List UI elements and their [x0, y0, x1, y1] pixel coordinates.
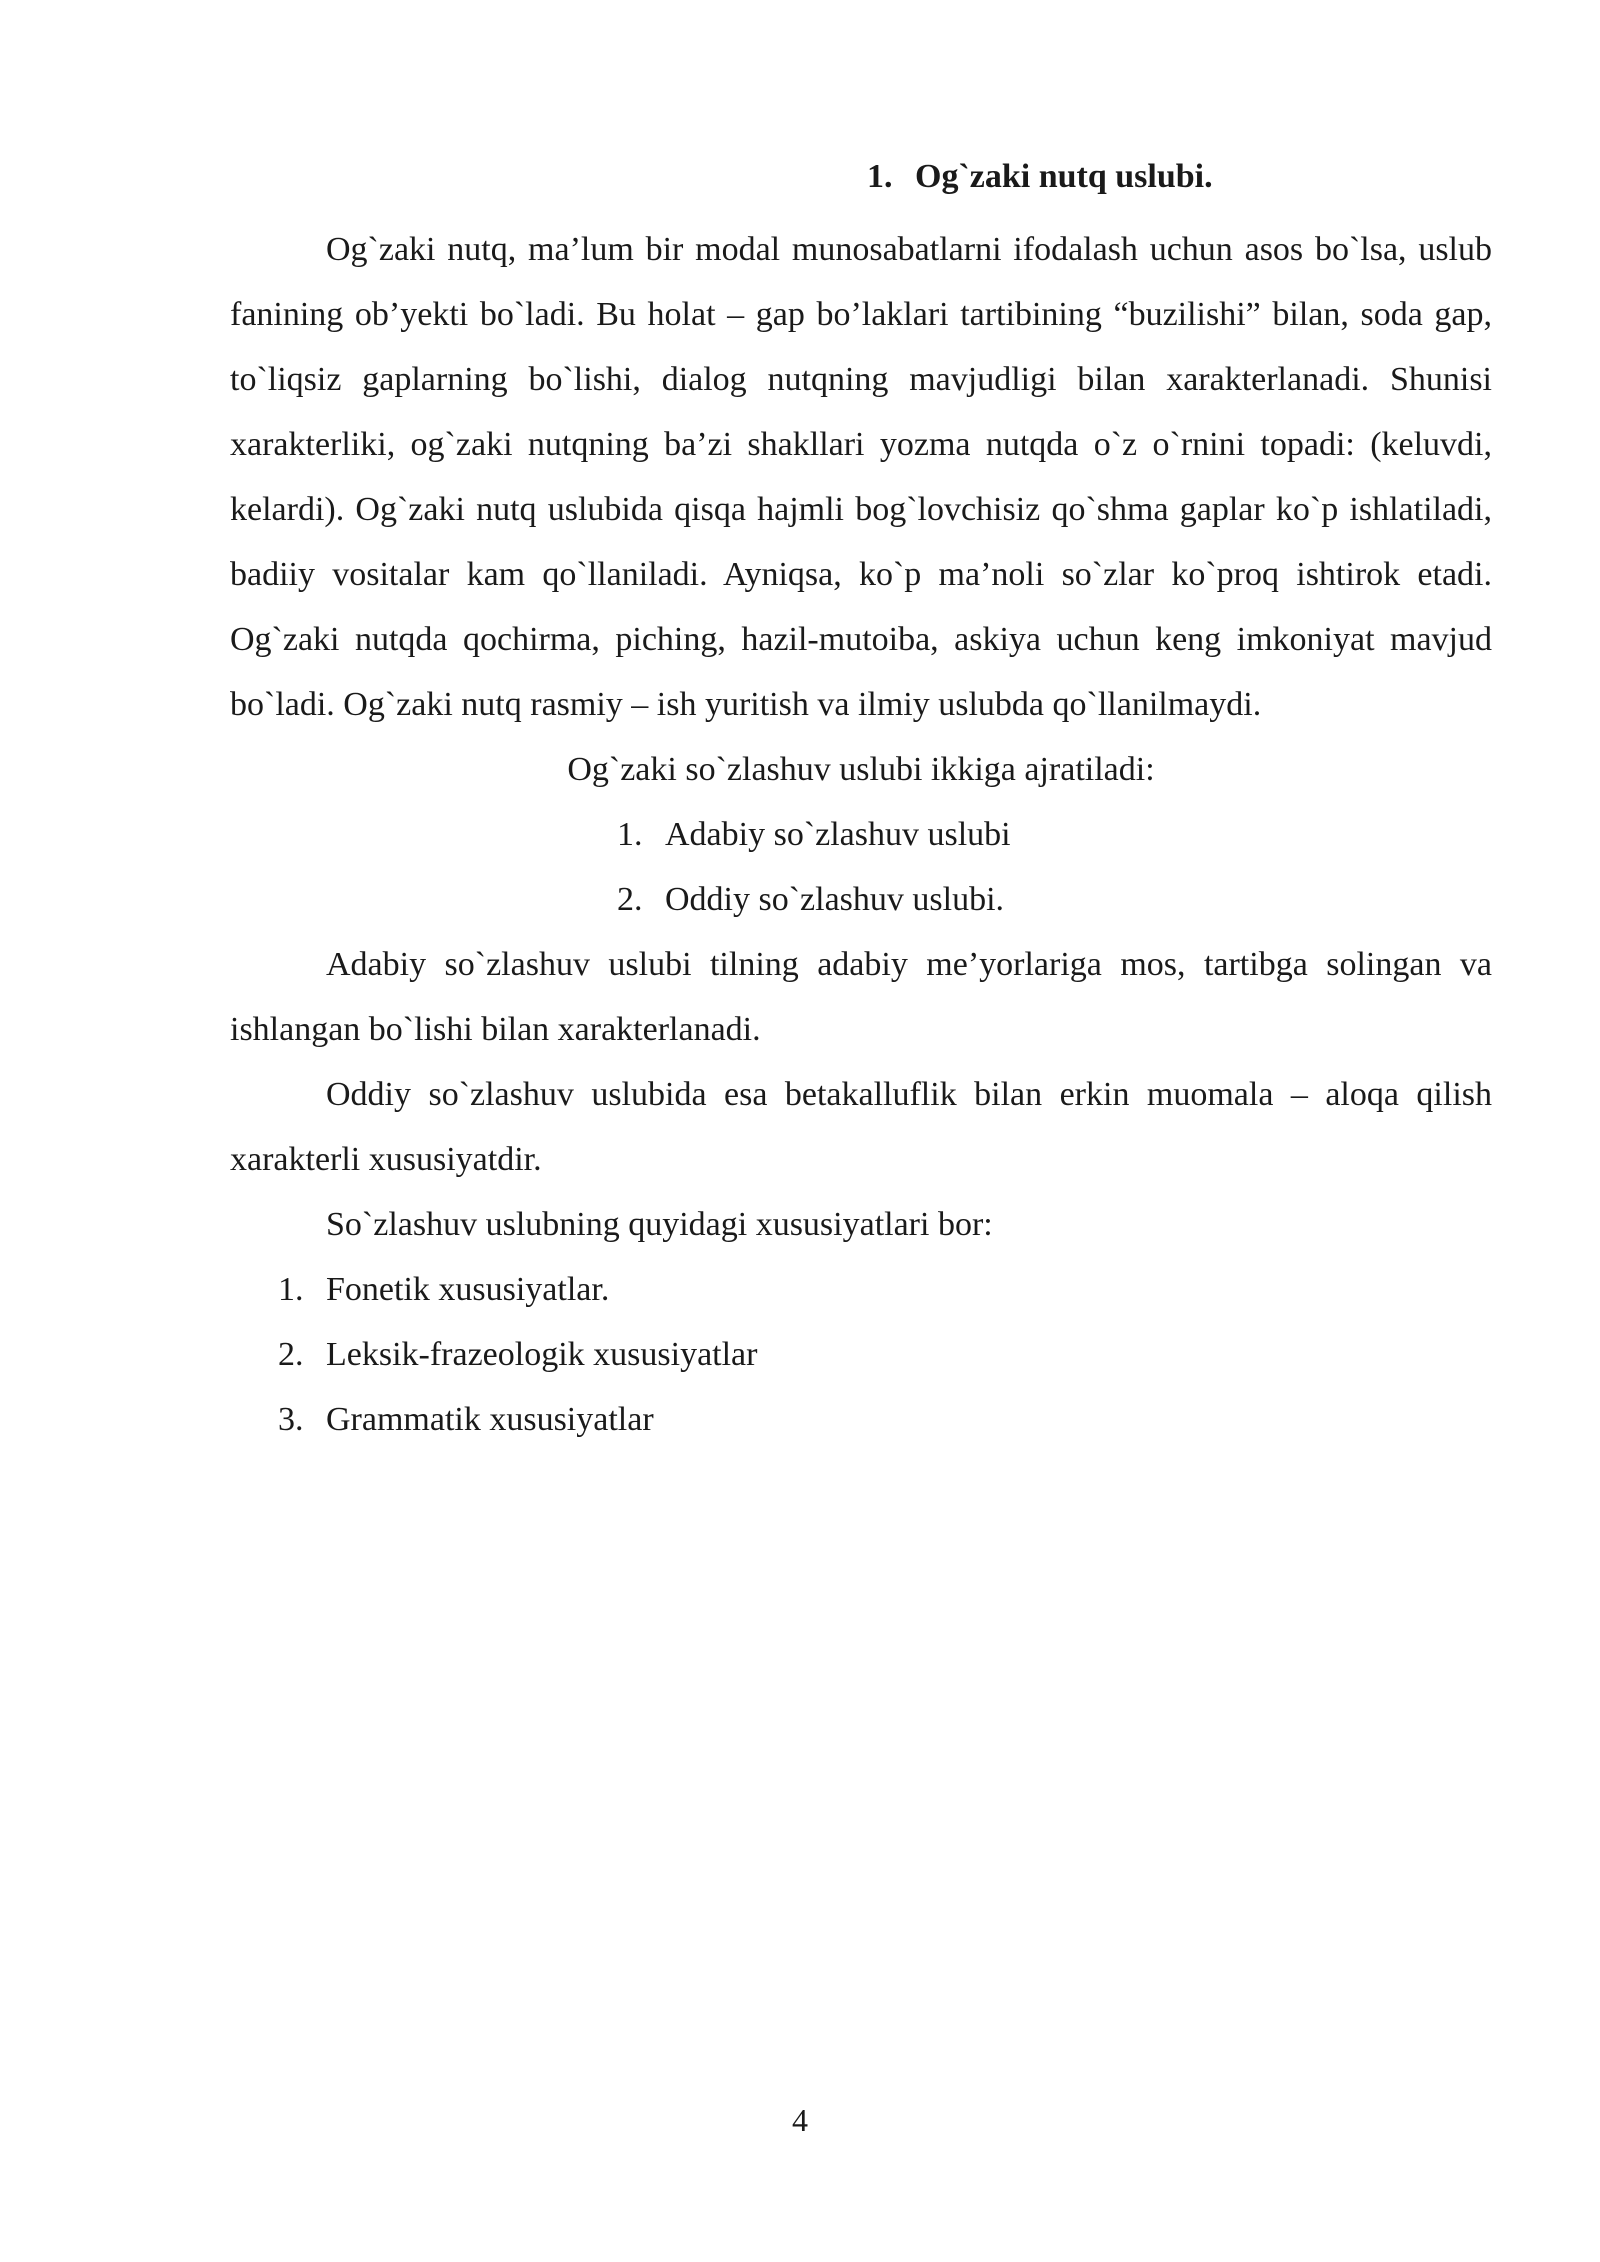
heading-title: Og`zaki nutq uslubi.	[915, 158, 1213, 195]
paragraph-ordinary-style: Oddiy so`zlashuv uslubida esa betakalluflik bilan erkin muomala – aloqa qilish xarakterli xususiyatdir.	[230, 1076, 1492, 1178]
paragraph-oral-speech: Og`zaki nutq, ma’lum bir modal munosabatlarni ifodalash uchun asos bo`lsa, uslub fanining ob’yekti bo`ladi. Bu holat – gap bo’laklari tartibining “buzilishi” bilan, soda gap, to`liqsiz gaplarning bo`lishi, dialog nutqning mavjudligi bilan xarakterlanadi. Shunisi xarakterliki, og`zaki nutqning ba’zi shakllari yozma nutqda o`z o`rnini topadi: (keluvdi, kelardi). Og`zaki nutq uslubida qisqa hajmli bog`lovchisiz qo`shma gaplar ko`p ishlatiladi, badiiy vositalar kam qo`llaniladi. Ayniqsa, ko`p ma’noli so`zlar ko`proq ishtirok etadi. Og`zaki nutqda qochirma, piching, hazil-mutoiba, askiya uchun keng imkoniyat mavjud bo`ladi. Og`zaki nutq rasmiy – ish yuritish va ilmiy uslubda qo`llanilmaydi.	[230, 231, 1492, 723]
list-item	[230, 867, 1492, 932]
list-item	[230, 1257, 1492, 1322]
section-heading	[230, 152, 1492, 202]
list-item-number: 1.	[278, 1271, 304, 1308]
paragraph-literary-style: Adabiy so`zlashuv uslubi tilning adabiy me’yorlariga mos, tartibga solingan va ishlangan bo`lishi bilan xarakterlanadi.	[230, 946, 1492, 1048]
list-item	[230, 802, 1492, 867]
page-content	[230, 152, 1492, 1452]
list-item-number: 2.	[617, 881, 643, 918]
paragraph-split-intro: Og`zaki so`zlashuv uslubi ikkiga ajratiladi:	[567, 751, 1155, 788]
list-item	[230, 1322, 1492, 1387]
list-item	[230, 1387, 1492, 1452]
list-item-text: Fonetik xususiyatlar.	[326, 1271, 610, 1308]
list-item-number: 3.	[278, 1401, 304, 1438]
list-item-number: 2.	[278, 1336, 304, 1373]
heading-number: 1.	[867, 158, 893, 195]
split-list	[230, 802, 1492, 932]
list-item-text: Oddiy so`zlashuv uslubi.	[665, 881, 1005, 918]
list-item-text: Leksik-frazeologik xususiyatlar	[326, 1336, 758, 1373]
paragraph-features-intro: So`zlashuv uslubning quyidagi xususiyatlari bor:	[326, 1206, 993, 1243]
list-item-number: 1.	[617, 816, 643, 853]
page-number: 4	[792, 2102, 808, 2138]
list-item-text: Adabiy so`zlashuv uslubi	[665, 816, 1011, 853]
list-item-text: Grammatik xususiyatlar	[326, 1401, 654, 1438]
features-list	[230, 1257, 1492, 1452]
